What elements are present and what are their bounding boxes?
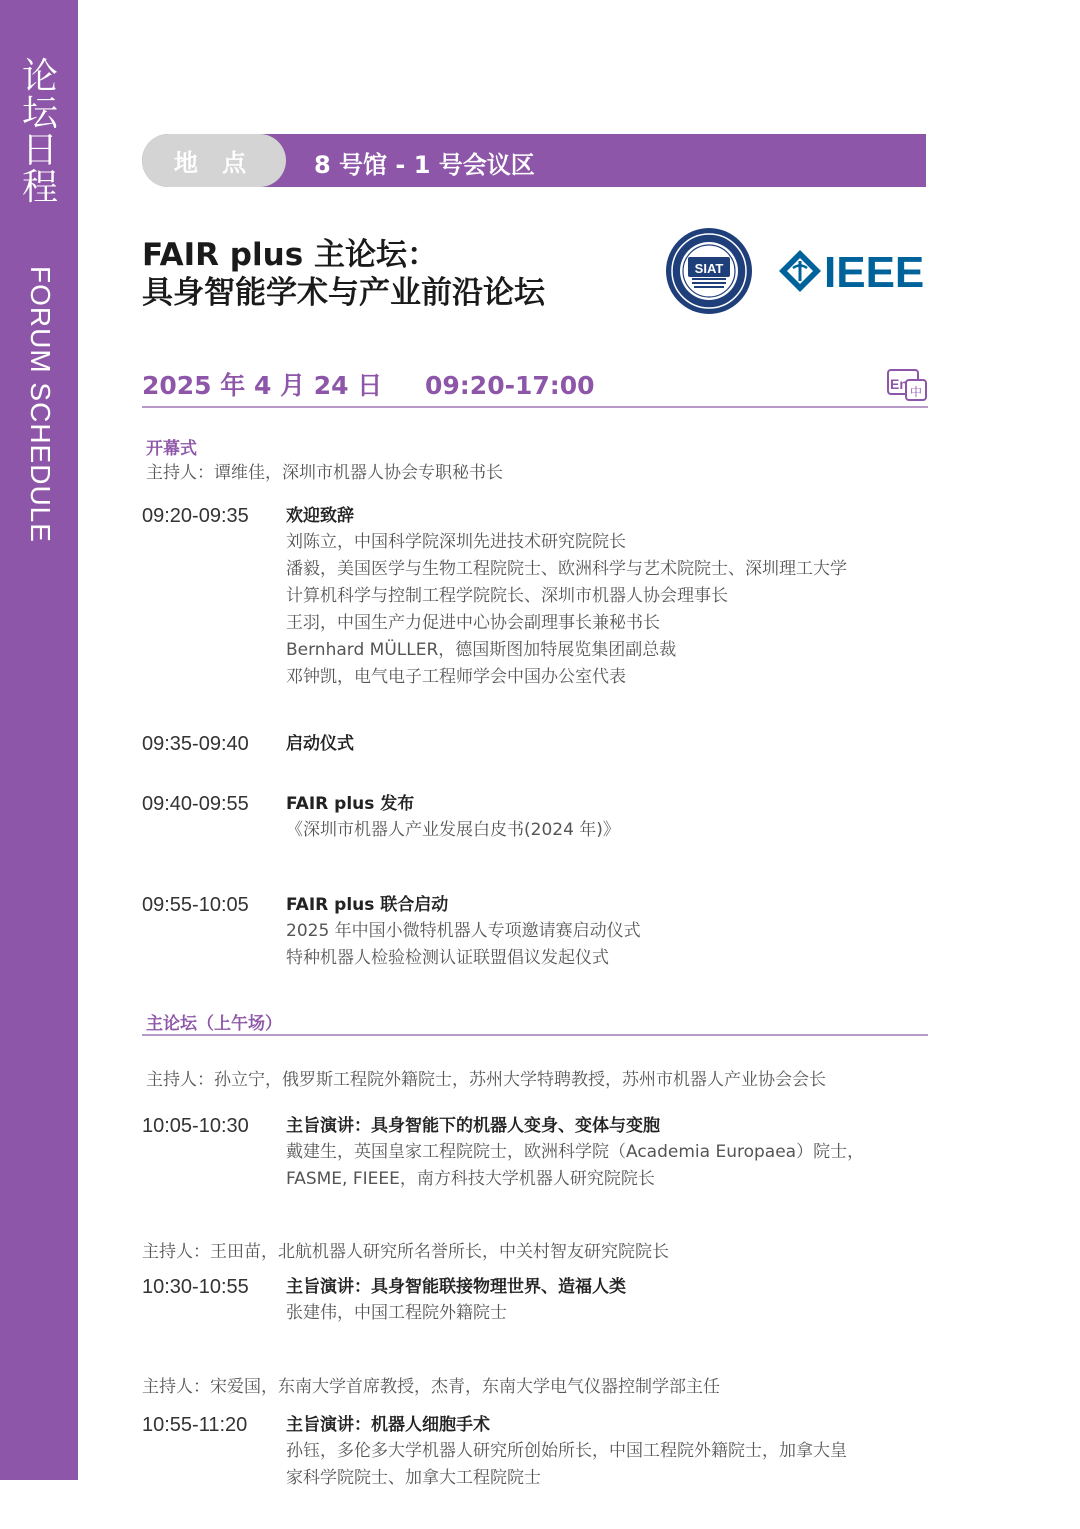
event-time: 09:20-17:00	[425, 371, 595, 400]
section-morning: 主论坛（上午场）	[146, 1014, 282, 1034]
lang-icon-zh: 中	[909, 385, 923, 399]
siat-logo-icon	[664, 226, 754, 316]
slot-time: 10:55-11:20	[142, 1414, 248, 1436]
forum-title	[142, 236, 545, 312]
speaker-line: 王羽，中国生产力促进中心协会副理事长兼秘书长	[286, 613, 660, 633]
slot-body	[286, 1274, 936, 1327]
section-opening: 开幕式	[146, 439, 197, 459]
slot-time: 10:30-10:55	[142, 1276, 249, 1298]
speaker-line: 张建伟，中国工程院外籍院士	[286, 1303, 507, 1323]
opening-host: 主持人：谭维佳，深圳市机器人协会专职秘书长	[146, 463, 503, 483]
sidebar-title-en: FORUM SCHEDULE	[25, 266, 56, 543]
venue-text: 8 号馆 - 1 号会议区	[314, 151, 535, 179]
date-row	[142, 366, 595, 402]
slot-body	[286, 1412, 936, 1492]
venue-bar	[142, 134, 926, 187]
slot-body	[286, 503, 936, 691]
forum-title-line2: 具身智能学术与产业前沿论坛	[142, 275, 545, 311]
ieee-logo-text: IEEE	[824, 248, 925, 296]
slot-title: 欢迎致辞	[286, 506, 354, 526]
slot-body	[286, 791, 936, 844]
slot-time: 10:05-10:30	[142, 1115, 249, 1137]
ieee-logo-icon	[778, 246, 928, 296]
speaker-line: 2025 年中国小微特机器人专项邀请赛启动仪式	[286, 921, 641, 941]
speaker-line: 孙钰，多伦多大学机器人研究所创始所长，中国工程院外籍院士，加拿大皇	[286, 1441, 847, 1461]
speaker-line: 《深圳市机器人产业发展白皮书(2024 年)》	[286, 820, 620, 840]
morning-host-3: 主持人：宋爱国，东南大学首席教授，杰青，东南大学电气仪器控制学部主任	[142, 1377, 720, 1397]
sidebar-title-cn: 论 坛 日 程	[21, 56, 58, 208]
divider-date	[142, 406, 928, 408]
slot-time: 09:20-09:35	[142, 505, 249, 527]
slot-time: 09:55-10:05	[142, 894, 249, 916]
forum-title-line1: FAIR plus 主论坛：	[142, 237, 438, 273]
language-en-zh-icon	[886, 368, 928, 402]
sidebar	[0, 0, 78, 1480]
speaker-line: Bernhard MÜLLER，德国斯图加特展览集团副总裁	[286, 640, 677, 660]
event-date: 2025 年 4 月 24 日	[142, 371, 383, 400]
slot-title: FAIR plus 发布	[286, 794, 415, 814]
morning-host-2: 主持人：王田苗，北航机器人研究所名誉所长，中关村智友研究院院长	[142, 1242, 669, 1262]
siat-logo-text: SIAT	[694, 261, 724, 276]
speaker-line: 家科学院院士、加拿大工程院院士	[286, 1468, 541, 1488]
speaker-line: 潘毅，美国医学与生物工程院院士、欧洲科学与艺术院院士、深圳理工大学	[286, 559, 847, 579]
slot-body	[286, 892, 936, 972]
slot-title: FAIR plus 联合启动	[286, 895, 449, 915]
slot-title: 启动仪式	[286, 734, 354, 754]
lang-icon-en: En	[890, 376, 908, 392]
slot-title: 主旨演讲：具身智能联接物理世界、造福人类	[286, 1277, 626, 1297]
slot-title: 主旨演讲：具身智能下的机器人变身、变体与变胞	[286, 1116, 660, 1136]
speaker-line: FASME, FIEEE，南方科技大学机器人研究院院长	[286, 1169, 655, 1189]
divider-morning	[142, 1034, 928, 1036]
slot-body	[286, 1113, 936, 1193]
speaker-line: 戴建生，英国皇家工程院院士，欧洲科学院（Academia Europaea）院士，	[286, 1142, 865, 1162]
slot-time: 09:35-09:40	[142, 733, 249, 755]
morning-host-1: 主持人：孙立宁，俄罗斯工程院外籍院士，苏州大学特聘教授，苏州市机器人产业协会会长	[146, 1070, 826, 1090]
speaker-line: 计算机科学与控制工程学院院长、深圳市机器人协会理事长	[286, 586, 728, 606]
venue-label: 地 点	[142, 134, 286, 187]
speaker-line: 特种机器人检验检测认证联盟倡议发起仪式	[286, 948, 609, 968]
speaker-line: 刘陈立，中国科学院深圳先进技术研究院院长	[286, 532, 626, 552]
speaker-line: 邓钟凯，电气电子工程师学会中国办公室代表	[286, 667, 626, 687]
slot-body	[286, 731, 936, 757]
slot-time: 09:40-09:55	[142, 793, 249, 815]
slot-title: 主旨演讲：机器人细胞手术	[286, 1415, 490, 1435]
